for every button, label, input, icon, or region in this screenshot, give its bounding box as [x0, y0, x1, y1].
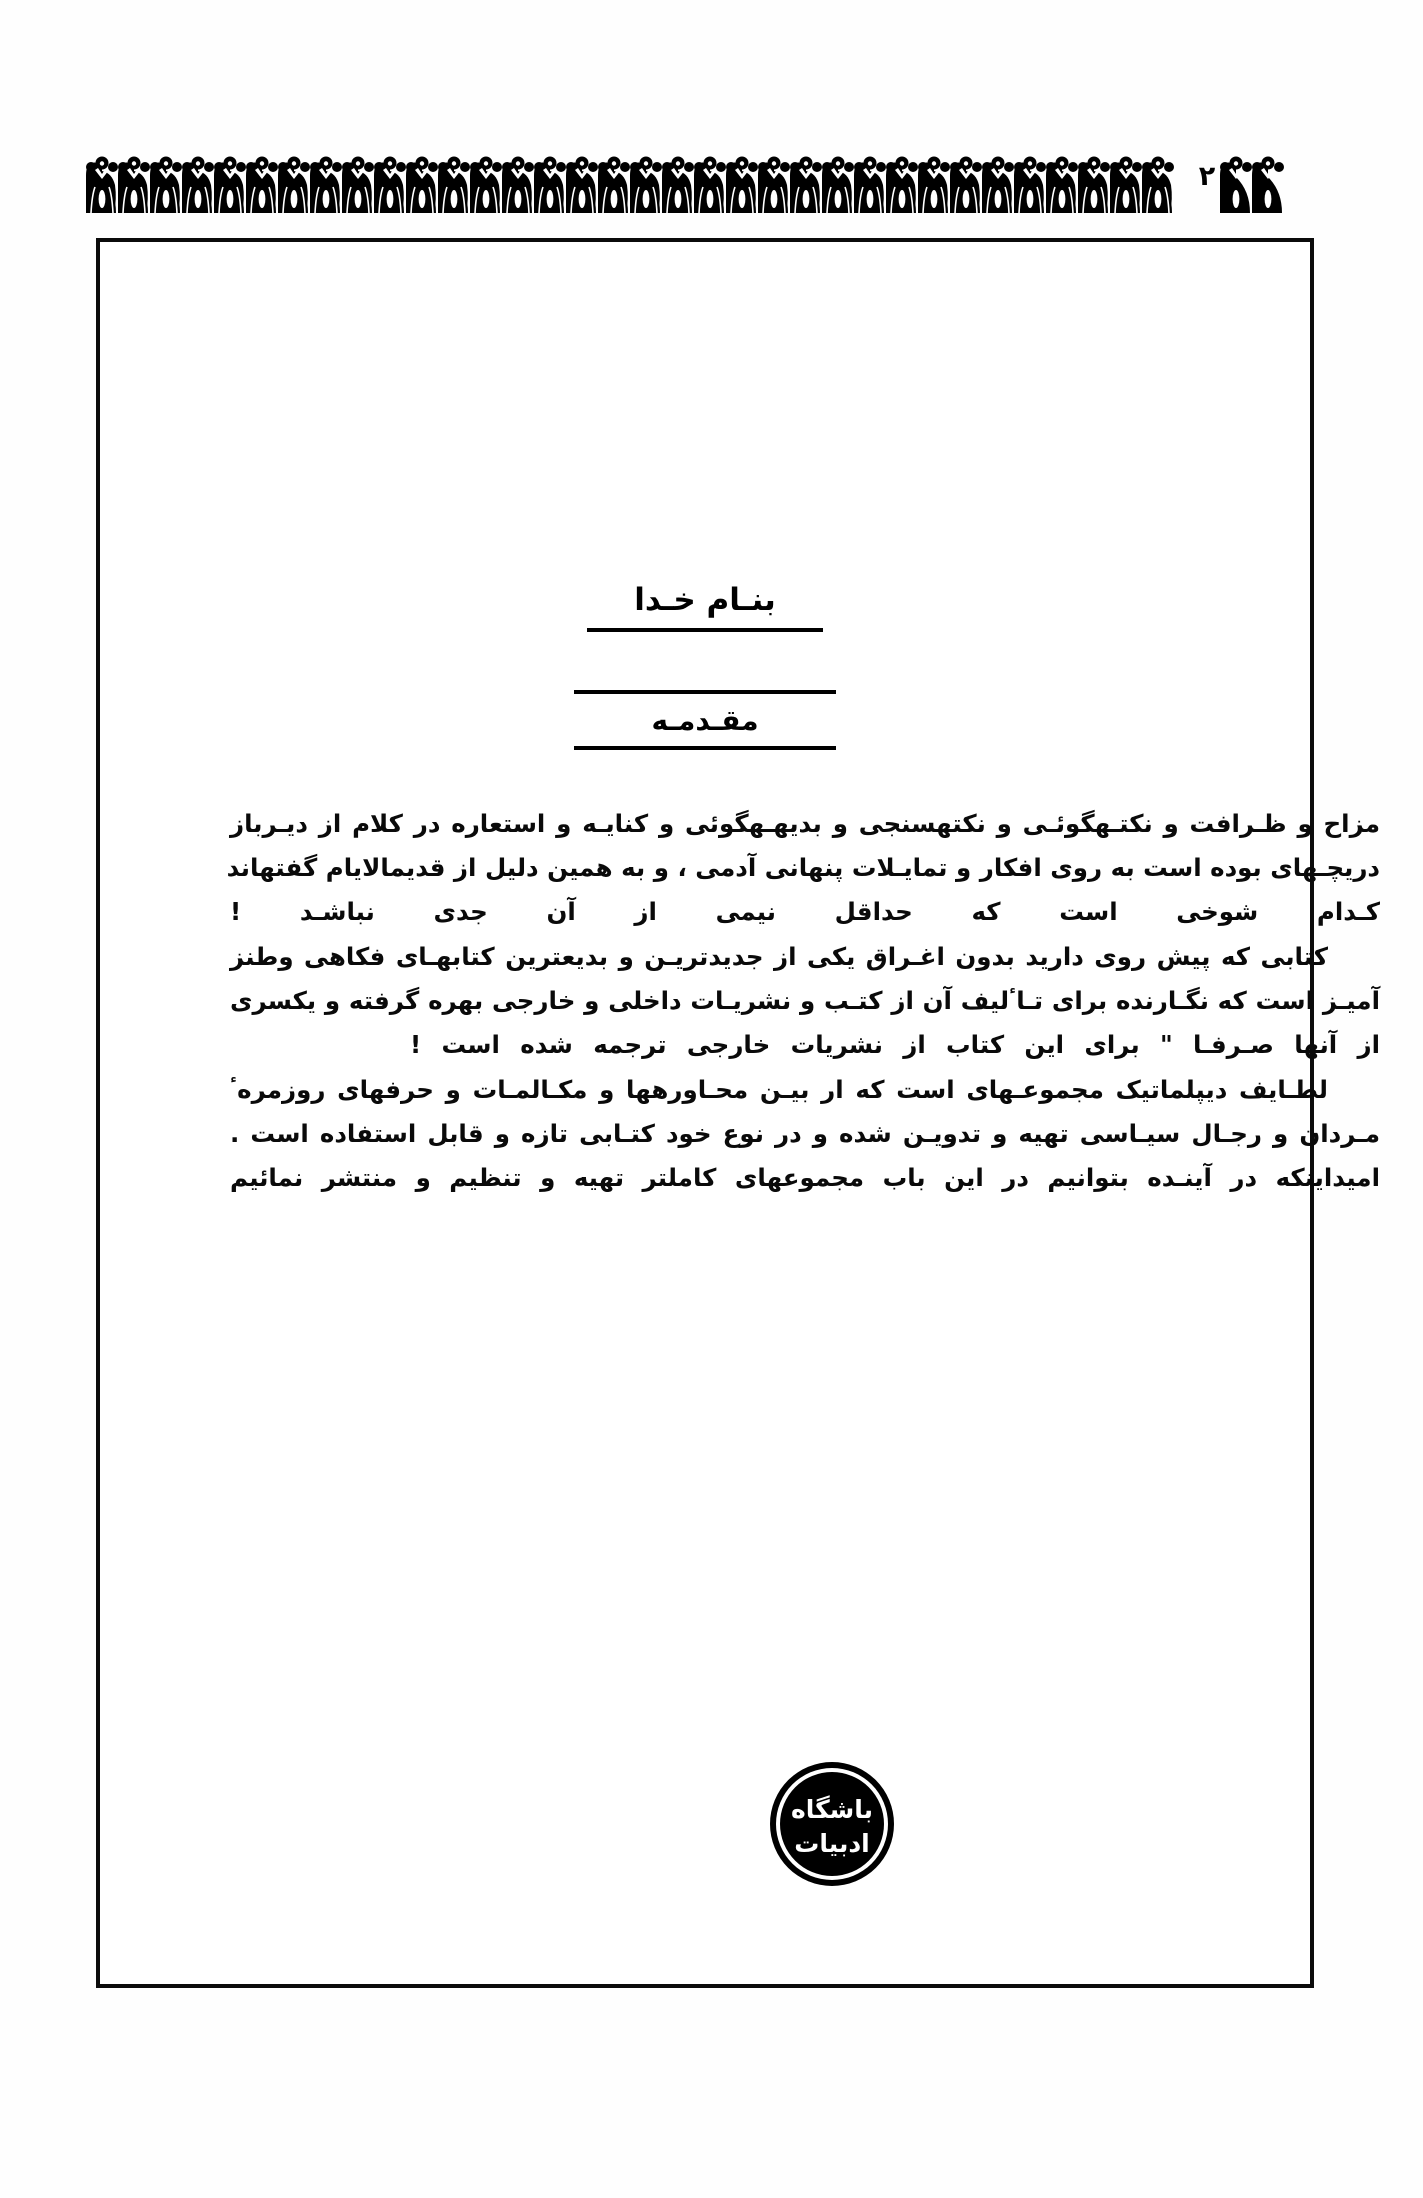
paragraph — [230, 935, 1380, 1067]
text-line: آمیـز است که نگـارنده برای تـاٴلیف آن از کتـب و نشریـات داخلی و خارجی بهره گرفته و یکسری — [230, 986, 1380, 1015]
seal-line-2: ادبیات — [794, 1829, 870, 1858]
text-line: مـردان و رجـال سیـاسی تهیه و تدویـن شده و در نوع خود کتـابی تازه و قابل استفاده است . — [230, 1119, 1380, 1148]
text-line: کـدام شوخی است که حداقل نیمی از آن جدی نباشـد ! — [230, 897, 1380, 926]
ornament-band-left-icon — [86, 155, 1176, 213]
paragraph — [226, 802, 1380, 934]
publisher-seal — [768, 1760, 896, 1888]
preface-body-text — [226, 802, 1380, 1201]
page-number: ۲ — [1198, 161, 1216, 192]
preface-heading-block — [100, 690, 1310, 750]
paragraph — [230, 1068, 1380, 1200]
preface-rule-bottom — [574, 746, 836, 750]
text-line: امیداینکه در آینـده بتوانیم در این باب مجموعهای کاملتر تهیه و تنظیم و منتشر نمائیم — [230, 1163, 1380, 1192]
text-line: دریچـهای بوده است به روی افکار و تمایـلات پنهانی آدمی ، و به همین دلیل از قدیمالایام گفتهاند — [226, 853, 1380, 882]
seal-line-1: باشگاه — [790, 1795, 874, 1824]
ornamental-header-band — [86, 155, 1326, 215]
text-line: از آنها صـرفـا " برای این کتاب از نشریات خارجی ترجمه شده است ! — [410, 1030, 1380, 1059]
publisher-seal-icon — [768, 1760, 896, 1888]
basmala-heading: بنـام خـدا — [634, 582, 776, 618]
text-line: لطـایف دیپلماتیک مجموعـهای است که ار بیـن محـاورهها و مکـالمـات و حرفهای روزمرهٴ — [230, 1075, 1328, 1104]
preface-heading: مقـدمـه — [651, 704, 759, 737]
basmala-heading-block — [100, 582, 1310, 632]
text-line: مزاح و ظـرافت و نکتـهگوئـی و نکتهسنجی و بدیهـهگوئی و کنایـه و استعاره در کلام از دیـرباز — [230, 809, 1380, 838]
text-line: کتابی که پیش روی دارید بدون اغـراق یکی از جدیدتریـن و بدیعترین کتابهـای فکاهی وطنز — [230, 942, 1328, 971]
page-text-frame — [96, 238, 1380, 1988]
basmala-underline — [587, 628, 823, 632]
